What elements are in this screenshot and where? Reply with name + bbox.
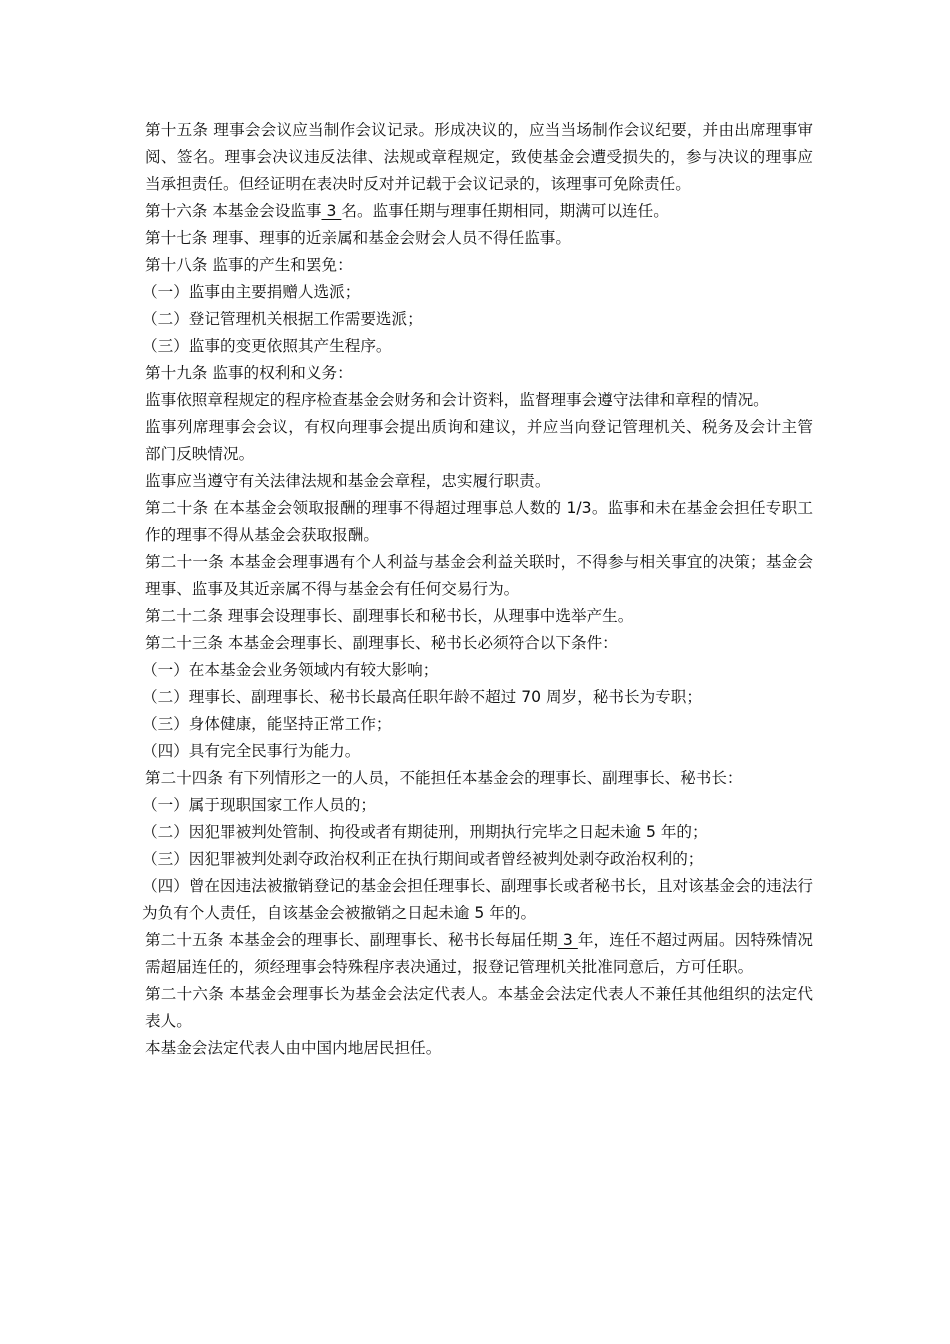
article-18: 第十八条 监事的产生和罢免： bbox=[145, 256, 353, 274]
article-24-item-3: （三）因犯罪被判处剥夺政治权利正在执行期间或者曾经被判处剥夺政治权利的； bbox=[142, 850, 704, 868]
article-24-item-1: （一）属于现职国家工作人员的； bbox=[142, 796, 376, 814]
article-24-item-4: （四）曾在因违法被撤销登记的基金会担任理事长、副理事长或者秘书长，且对该基金会的违法行为负有个人责任，自该基金会被撤销之日起未逾 5 年的。 bbox=[142, 877, 813, 922]
article-26-clause-2: 本基金会法定代表人由中国内地居民担任。 bbox=[145, 1039, 442, 1057]
article-15: 第十五条 理事会会议应当制作会议记录。形成决议的，应当当场制作会议纪要，并由出席理事审阅、签名。理事会决议违反法律、法规或章程规定，致使基金会遭受损失的，参与决议的理事应当承担责任。但经证明在表决时反对并记载于会议记录的，该理事可免除责任。 bbox=[145, 121, 813, 193]
article-25-text-rest: 年，连任不超过两届。因特殊情况需超届连任的，须经理事会特殊程序表决通过，报登记管理机关批准同意后，方可任职。 bbox=[145, 931, 813, 976]
article-19-clause-1: 监事依照章程规定的程序检查基金会财务和会计资料，监督理事会遵守法律和章程的情况。 bbox=[145, 391, 769, 409]
article-19: 第十九条 监事的权利和义务： bbox=[145, 364, 353, 382]
article-19-clause-2: 监事列席理事会会议，有权向理事会提出质询和建议，并应当向登记管理机关、税务及会计主管部门反映情况。 bbox=[145, 418, 813, 463]
article-16-text-rest: 名。监事任期与理事任期相同，期满可以连任。 bbox=[341, 202, 669, 220]
article-18-item-3: （三）监事的变更依照其产生程序。 bbox=[142, 337, 392, 355]
article-18-item-1: （一）监事由主要捐赠人选派； bbox=[142, 283, 361, 301]
article-22: 第二十二条 理事会设理事长、副理事长和秘书长，从理事中选举产生。 bbox=[145, 607, 634, 625]
article-23-item-4: （四）具有完全民事行为能力。 bbox=[142, 742, 361, 760]
article-19-clause-3: 监事应当遵守有关法律法规和基金会章程，忠实履行职责。 bbox=[145, 472, 551, 490]
article-16-text: 第十六条 本基金会设监事 bbox=[145, 202, 322, 220]
supervisor-count-blank: 3 bbox=[321, 202, 342, 220]
term-years-blank: 3 bbox=[557, 931, 578, 949]
article-18-item-2: （二）登记管理机关根据工作需要选派； bbox=[142, 310, 423, 328]
article-23: 第二十三条 本基金会理事长、副理事长、秘书长必须符合以下条件： bbox=[145, 634, 618, 652]
document-page bbox=[142, 117, 813, 1062]
article-23-item-1: （一）在本基金会业务领域内有较大影响； bbox=[142, 661, 439, 679]
article-20: 第二十条 在本基金会领取报酬的理事不得超过理事总人数的 1/3。监事和未在基金会担任专职工作的理事不得从基金会获取报酬。 bbox=[145, 499, 813, 544]
article-21: 第二十一条 本基金会理事遇有个人利益与基金会利益关联时，不得参与相关事宜的决策；基金会理事、监事及其近亲属不得与基金会有任何交易行为。 bbox=[145, 553, 813, 598]
article-23-item-3: （三）身体健康，能坚持正常工作； bbox=[142, 715, 392, 733]
article-25 bbox=[145, 927, 813, 981]
article-26: 第二十六条 本基金会理事长为基金会法定代表人。本基金会法定代表人不兼任其他组织的法定代表人。 bbox=[145, 985, 813, 1030]
article-24: 第二十四条 有下列情形之一的人员，不能担任本基金会的理事长、副理事长、秘书长： bbox=[145, 769, 743, 787]
article-24-item-2: （二）因犯罪被判处管制、拘役或者有期徒刑，刑期执行完毕之日起未逾 5 年的； bbox=[142, 823, 708, 841]
article-17: 第十七条 理事、理事的近亲属和基金会财会人员不得任监事。 bbox=[145, 229, 571, 247]
article-16 bbox=[145, 198, 813, 225]
article-23-item-2: （二）理事长、副理事长、秘书长最高任职年龄不超过 70 周岁，秘书长为专职； bbox=[142, 688, 702, 706]
article-25-text: 第二十五条 本基金会的理事长、副理事长、秘书长每届任期 bbox=[145, 931, 558, 949]
